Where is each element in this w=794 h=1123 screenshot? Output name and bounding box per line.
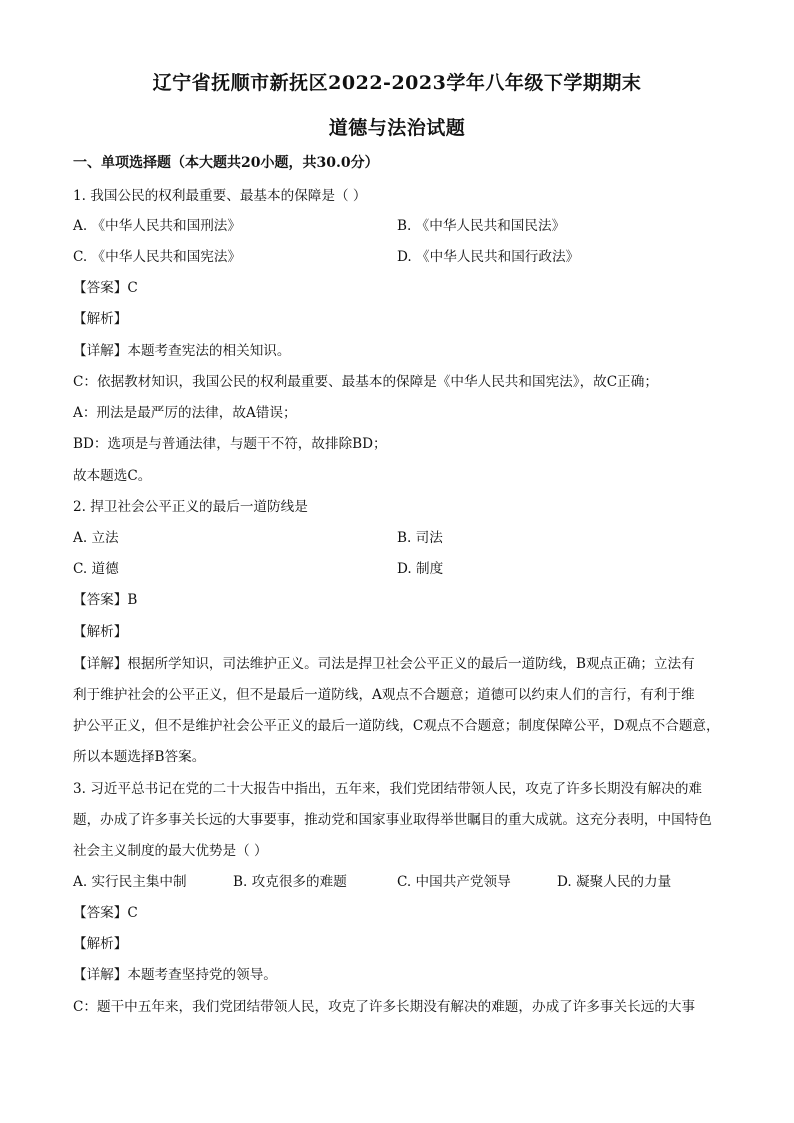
question-3-detail-line: C：题干中五年来，我们党团结带领人民，攻克了许多长期没有解决的难题，办成了许多事关长远的大事 [73,999,696,1015]
question-2-detail-line: 【详解】根据所学知识，司法维护正义。司法是捍卫社会公平正义的最后一道防线，B观点正确；立法有 [73,656,695,672]
question-1-option-c: C. 《中华人民共和国宪法》 [73,249,242,265]
question-1-option-b: B. 《中华人民共和国民法》 [397,218,566,234]
question-3-analysis-label: 【解析】 [73,936,128,952]
question-2-option-a: A. 立法 [73,530,119,546]
question-3-option-a: A. 实行民主集中制 [73,874,187,890]
question-2-detail-line: 护公平正义，但不是维护社会公平正义的最后一道防线，C观点不合题意；制度保障公平，D观点不合题意， [73,718,720,734]
question-2-option-c: C. 道德 [73,561,119,577]
question-2-option-d: D. 制度 [397,561,444,577]
question-2-detail-line: 利于维护社会的公平正义，但不是最后一道防线，A观点不合题意；道德可以约束人们的言行，有利于维 [73,687,695,703]
document-title: 辽宁省抚顺市新抚区2022-2023学年八年级下学期期末 [152,72,642,94]
question-3-detail-line: 【详解】本题考查坚持党的领导。 [73,967,277,983]
question-1-detail-line: BD：选项是与普通法律，与题干不符，故排除BD； [73,436,387,452]
question-1-answer: 【答案】C [73,280,138,296]
question-1-detail-line: C：依据教材知识，我国公民的权利最重要、最基本的保障是《中华人民共和国宪法》，故C正确； [73,374,658,390]
question-1-option-d: D. 《中华人民共和国行政法》 [397,249,580,265]
question-1-stem: 1. 我国公民的权利最重要、最基本的保障是（ ） [73,188,367,204]
question-3-stem-line: 社会主义制度的最大优势是（ ） [73,843,268,859]
question-1-option-a: A. 《中华人民共和国刑法》 [73,218,241,234]
question-3-stem-line: 3. 习近平总书记在党的二十大报告中指出，五年来，我们党团结带领人民，攻克了许多长期没有解决的难 [73,781,703,797]
question-3-option-b: B. 攻克很多的难题 [233,874,347,890]
question-3-stem-line: 题，办成了许多事关长远的大事要事，推动党和国家事业取得举世瞩目的重大成就。这充分表明，中国特色 [73,812,712,828]
question-1-detail-line: 故本题选C。 [73,468,152,484]
question-3-option-d: D. 凝聚人民的力量 [557,874,672,890]
question-3-answer: 【答案】C [73,905,138,921]
question-1-analysis-label: 【解析】 [73,311,128,327]
question-2-option-b: B. 司法 [397,530,443,546]
question-2-stem: 2. 捍卫社会公平正义的最后一道防线是 [73,499,308,515]
question-2-answer: 【答案】B [73,592,138,608]
question-2-analysis-label: 【解析】 [73,624,128,640]
question-1-detail-line: A：刑法是最严厉的法律，故A错误； [73,405,297,421]
question-2-detail-line: 所以本题选择B答案。 [73,749,206,765]
question-1-detail-line: 【详解】本题考查宪法的相关知识。 [73,343,291,359]
question-3-option-c: C. 中国共产党领导 [397,874,511,890]
section-heading: 一、单项选择题（本大题共20小题，共30.0分） [73,155,379,171]
document-subtitle: 道德与法治试题 [328,117,466,139]
